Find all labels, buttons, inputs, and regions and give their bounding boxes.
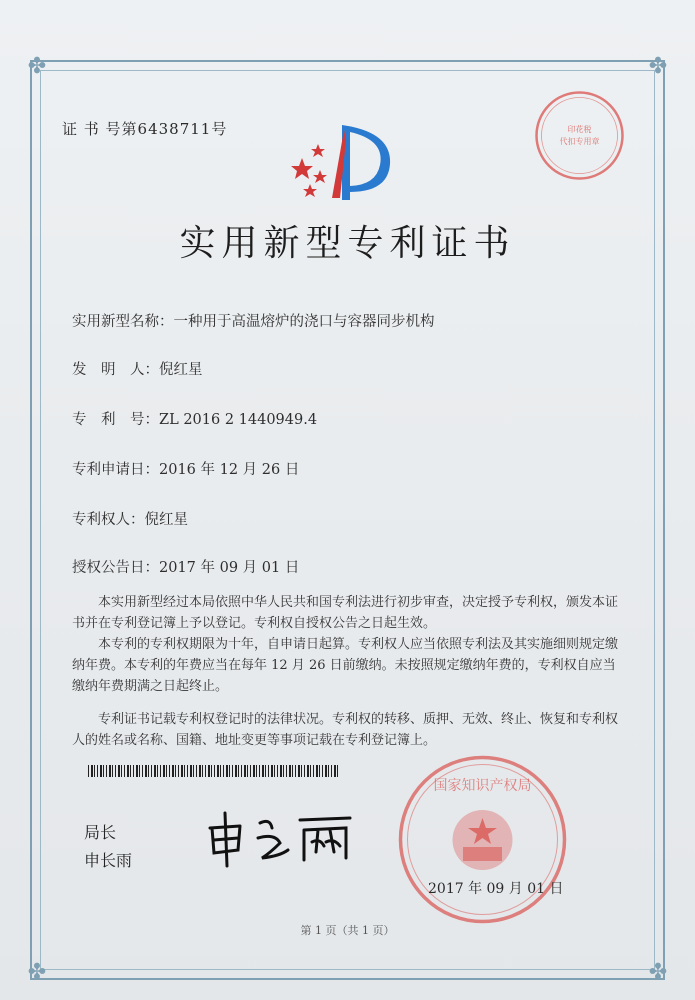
field-label: 授权公告日： bbox=[72, 560, 159, 576]
body-paragraph: 专利证书记载专利权登记时的法律状况。专利权的转移、质押、无效、终止、恢复和专利权人的姓名或名称、国籍、地址变更等事项记载在专利登记簿上。 bbox=[72, 712, 619, 748]
certificate-body-text bbox=[72, 592, 622, 751]
svg-text:国家知识产权局: 国家知识产权局 bbox=[433, 778, 532, 794]
body-paragraph: 本专利的专利权期限为十年，自申请日起算。专利权人应当依照专利法及其实施细则规定缴纳年费。本专利的年费应当在每年 12 月 26 日前缴纳。未按照规定缴纳年费的，专利权自应当缴纳年费期满之日起终止。 bbox=[72, 637, 619, 694]
field-patent-number bbox=[72, 408, 317, 429]
official-seal bbox=[395, 752, 570, 927]
corner-ornament-icon: ✤ bbox=[27, 54, 47, 79]
certificate-number: 证 书 号第6438711号 bbox=[62, 120, 228, 138]
barcode bbox=[88, 765, 338, 777]
field-label: 专利权人： bbox=[72, 512, 145, 528]
field-utility-model-name bbox=[72, 310, 435, 331]
field-value: 一种用于高温熔炉的浇口与容器同步机构 bbox=[173, 314, 435, 330]
field-grant-date bbox=[72, 556, 299, 577]
field-label: 发 明 人： bbox=[72, 362, 159, 378]
field-value: 倪红星 bbox=[144, 512, 188, 528]
svg-text:代扣专用章: 代扣专用章 bbox=[559, 137, 600, 146]
cnipa-logo-icon bbox=[280, 120, 400, 210]
signatory-name: 申长雨 bbox=[84, 851, 133, 870]
field-label: 专利申请日： bbox=[72, 462, 159, 478]
field-value: 2016 年 12 月 26 日 bbox=[159, 462, 300, 478]
agency-seal bbox=[532, 88, 627, 183]
svg-text:印花税: 印花税 bbox=[567, 125, 592, 134]
field-value: ZL 2016 2 1440949.4 bbox=[159, 412, 318, 428]
field-value: 2017 年 09 月 01 日 bbox=[159, 560, 300, 576]
field-patentee bbox=[72, 508, 188, 529]
issue-date: 2017 年 09 月 01 日 bbox=[428, 881, 564, 897]
handwritten-signature bbox=[200, 808, 360, 868]
corner-ornament-icon: ✤ bbox=[648, 960, 668, 985]
corner-ornament-icon: ✤ bbox=[648, 54, 668, 79]
page-number: 第 1 页（共 1 页） bbox=[300, 924, 395, 937]
body-paragraph: 本实用新型经过本局依照中华人民共和国专利法进行初步审查，决定授予专利权，颁发本证书并在专利登记簿上予以登记。专利权自授权公告之日起生效。 bbox=[72, 595, 619, 631]
field-value: 倪红星 bbox=[159, 362, 203, 378]
signatory-title: 局长 bbox=[84, 823, 117, 842]
field-filing-date bbox=[72, 458, 299, 479]
field-label: 实用新型名称： bbox=[72, 314, 174, 330]
corner-ornament-icon: ✤ bbox=[27, 960, 47, 985]
certificate-title: 实用新型专利证书 bbox=[179, 223, 516, 264]
field-label: 专 利 号： bbox=[72, 412, 159, 428]
field-inventor bbox=[72, 358, 203, 379]
